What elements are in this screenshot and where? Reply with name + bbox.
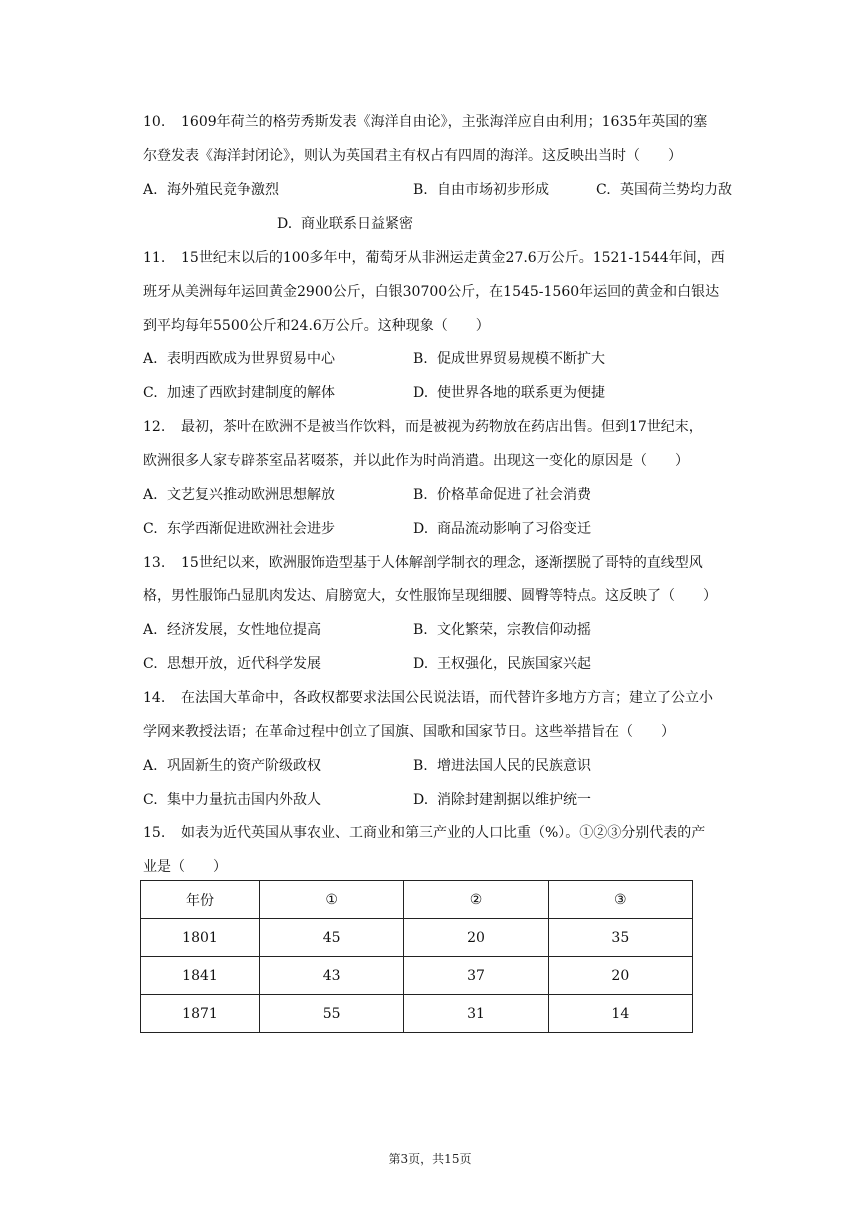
question-13-option-c[interactable]: [143, 654, 321, 674]
question-14-line-1: [143, 688, 751, 708]
option-letter: C.: [143, 385, 158, 401]
option-text: 英国荷兰势均力敌: [620, 182, 732, 198]
question-13-line-2: 格，男性服饰凸显肌肉发达、肩膀宽大，女性服饰呈现细腰、圆臀等特点。这反映了（ ）: [143, 588, 717, 604]
option-text: 商业联系日益紧密: [301, 216, 413, 232]
question-14-option-d[interactable]: [413, 790, 591, 810]
table-cell: 45: [260, 919, 404, 957]
option-text: 促成世界贸易规模不断扩大: [437, 351, 605, 367]
question-14-option-b[interactable]: [413, 756, 591, 776]
option-text: 巩固新生的资产阶级政权: [167, 758, 321, 774]
question-12-option-d[interactable]: [413, 519, 591, 539]
question-text: 15世纪末以后的100多年中，葡萄牙从非洲运走黄金27.6万公斤。1521-1544年间，西: [181, 250, 725, 266]
option-text: 经济发展，女性地位提高: [167, 622, 321, 638]
table-row: [141, 995, 693, 1033]
question-12-line-1: [143, 417, 751, 437]
question-number: 15.: [143, 825, 166, 841]
question-number: 11.: [143, 250, 166, 266]
question-13-option-a[interactable]: [143, 620, 321, 640]
table-header-cell: 年份: [141, 881, 260, 919]
option-text: 海外殖民竞争激烈: [167, 182, 279, 198]
question-12-option-a[interactable]: [143, 485, 335, 505]
question-12-option-b[interactable]: [413, 485, 591, 505]
question-11-line-1: [143, 248, 751, 268]
table-cell: 1871: [141, 995, 260, 1033]
question-number: 12.: [143, 419, 166, 435]
question-11-option-a[interactable]: [143, 349, 335, 369]
question-text: 15世纪以来，欧洲服饰造型基于人体解剖学制衣的理念，逐渐摆脱了哥特的直线型风: [181, 555, 703, 571]
question-text: 如表为近代英国从事农业、工商业和第三产业的人口比重（%）。①②③分别代表的产: [181, 825, 706, 841]
question-14-option-c[interactable]: [143, 790, 321, 810]
option-text: 东学西渐促进欧洲社会进步: [167, 521, 335, 537]
question-text: 在法国大革命中，各政权都要求法国公民说法语，而代替许多地方方言；建立了公立小: [181, 690, 713, 706]
option-letter: B.: [413, 758, 428, 774]
option-text: 增进法国人民的民族意识: [437, 758, 591, 774]
question-14-option-a[interactable]: [143, 756, 321, 776]
option-letter: C.: [143, 656, 158, 672]
option-text: 自由市场初步形成: [437, 182, 549, 198]
option-letter: B.: [413, 622, 428, 638]
option-letter: B.: [413, 487, 428, 503]
option-text: 价格革命促进了社会消费: [437, 487, 591, 503]
question-10-line-2: 尔登发表《海洋封闭论》，则认为英国君主有权占有四周的海洋。这反映出当时（ ）: [143, 148, 682, 164]
option-letter: C.: [596, 182, 611, 198]
option-text: 集中力量抗击国内外敌人: [167, 792, 321, 808]
question-13-option-d[interactable]: [413, 654, 591, 674]
table-row: [141, 919, 693, 957]
option-letter: A.: [143, 622, 158, 638]
table-cell: 55: [260, 995, 404, 1033]
option-text: 思想开放，近代科学发展: [167, 656, 321, 672]
question-10-line-1: [143, 112, 751, 132]
question-13-option-b[interactable]: [413, 620, 591, 640]
question-12-option-c[interactable]: [143, 519, 335, 539]
option-letter: D.: [413, 385, 429, 401]
question-11-option-c[interactable]: [143, 383, 335, 403]
option-letter: D.: [413, 656, 429, 672]
question-13-line-1: [143, 553, 751, 573]
question-11-line-3: 到平均每年5500公斤和24.6万公斤。这种现象（ ）: [143, 318, 490, 334]
table-row: [141, 957, 693, 995]
option-text: 使世界各地的联系更为便捷: [437, 385, 605, 401]
option-text: 加速了西欧封建制度的解体: [167, 385, 335, 401]
option-text: 文化繁荣，宗教信仰动摇: [437, 622, 591, 638]
table-cell: 1841: [141, 957, 260, 995]
table-cell: 31: [404, 995, 548, 1033]
option-letter: B.: [413, 351, 428, 367]
option-text: 商品流动影响了习俗变迁: [437, 521, 591, 537]
question-12-line-2: 欧洲很多人家专辟茶室品茗啜茶，并以此作为时尚消遣。出现这一变化的原因是（ ）: [143, 453, 689, 469]
option-text: 消除封建割据以维护统一: [437, 792, 591, 808]
question-11-option-b[interactable]: [413, 349, 605, 369]
table-cell: 20: [404, 919, 548, 957]
page-footer: 第3页，共15页: [388, 1152, 472, 1166]
option-letter: D.: [277, 216, 293, 232]
table-header-cell: ②: [404, 881, 548, 919]
option-letter: B.: [413, 182, 428, 198]
option-text: 王权强化，民族国家兴起: [437, 656, 591, 672]
table-header-row: [141, 881, 693, 919]
option-text: 表明西欧成为世界贸易中心: [167, 351, 335, 367]
question-10-option-d[interactable]: [277, 214, 413, 234]
table-header-cell: ③: [548, 881, 692, 919]
question-text: 最初，茶叶在欧洲不是被当作饮料，而是被视为药物放在药店出售。但到17世纪末，: [181, 419, 703, 435]
option-letter: D.: [413, 792, 429, 808]
question-15-line-1: [143, 823, 751, 843]
question-10-option-b[interactable]: [413, 180, 549, 200]
table-cell: 35: [548, 919, 692, 957]
option-letter: A.: [143, 351, 158, 367]
question-text: 1609年荷兰的格劳秀斯发表《海洋自由论》，主张海洋应自由利用；1635年英国的塞: [181, 114, 708, 130]
question-number: 14.: [143, 690, 166, 706]
table-header-cell: ①: [260, 881, 404, 919]
question-14-line-2: 学网来教授法语；在革命过程中创立了国旗、国歌和国家节日。这些举措旨在（ ）: [143, 724, 675, 740]
option-letter: D.: [413, 521, 429, 537]
table-cell: 20: [548, 957, 692, 995]
table-cell: 14: [548, 995, 692, 1033]
option-letter: A.: [143, 487, 158, 503]
table-cell: 43: [260, 957, 404, 995]
question-11-line-2: 班牙从美洲每年运回黄金2900公斤，白银30700公斤，在1545-1560年运回的黄金和白银达: [143, 284, 720, 300]
question-10-option-c[interactable]: [596, 180, 732, 200]
option-letter: C.: [143, 792, 158, 808]
question-number: 10.: [143, 114, 166, 130]
question-10-option-a[interactable]: [143, 180, 279, 200]
question-15-line-2: 业是（ ）: [143, 859, 227, 875]
table-cell: 37: [404, 957, 548, 995]
question-11-option-d[interactable]: [413, 383, 605, 403]
option-letter: A.: [143, 758, 158, 774]
option-letter: C.: [143, 521, 158, 537]
population-share-table: [140, 880, 693, 1033]
option-text: 文艺复兴推动欧洲思想解放: [167, 487, 335, 503]
option-letter: A.: [143, 182, 158, 198]
table-cell: 1801: [141, 919, 260, 957]
question-number: 13.: [143, 555, 166, 571]
